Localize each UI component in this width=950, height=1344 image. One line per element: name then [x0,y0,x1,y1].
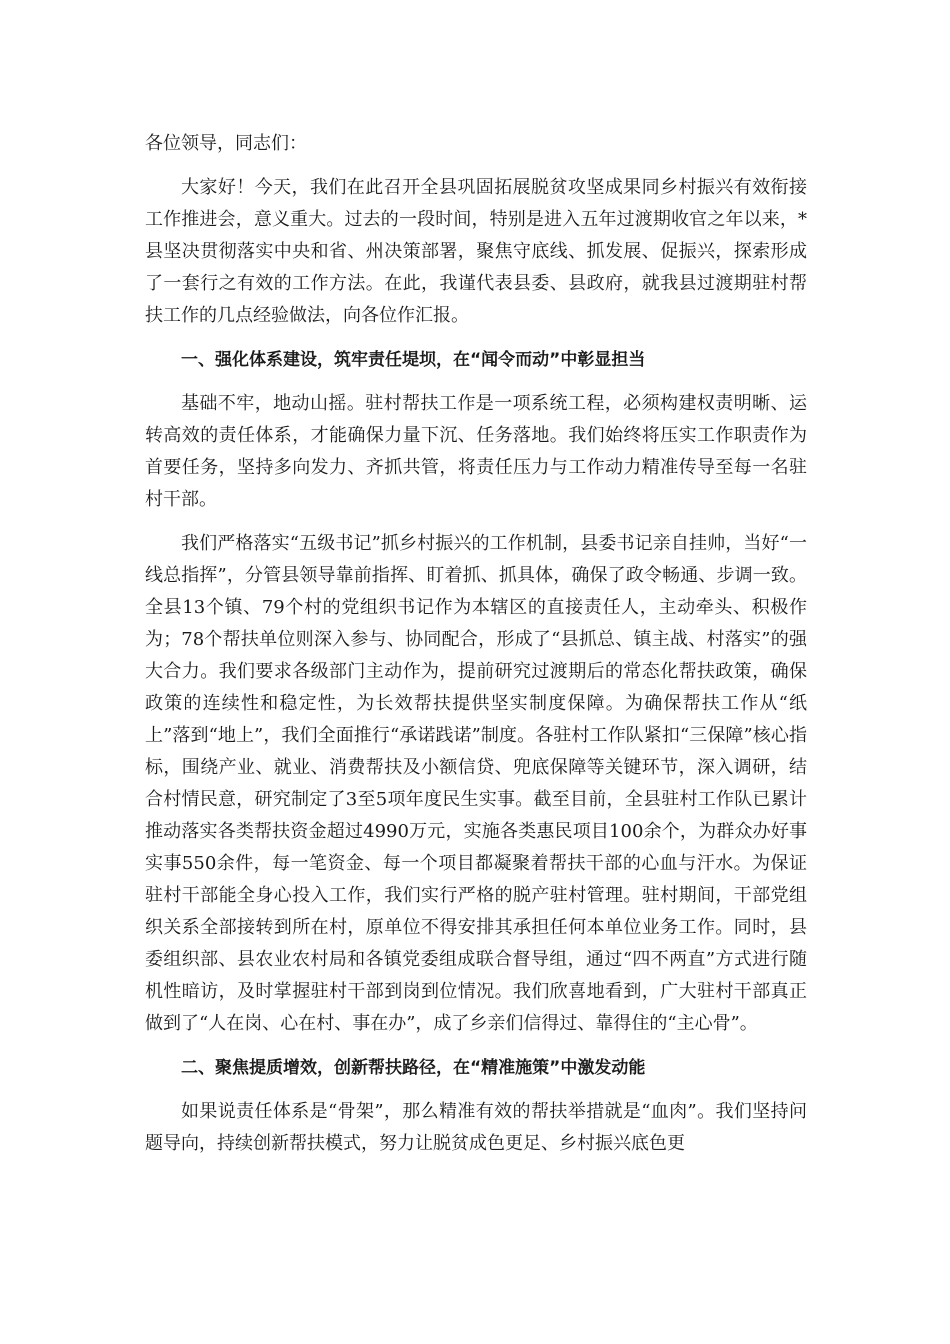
section-2-paragraph-1: 如果说责任体系是“骨架”，那么精准有效的帮扶举措就是“血肉”。我们坚持问题导向，持续创新帮扶模式，努力让脱贫成色更足、乡村振兴底色更 [145,1101,807,1154]
section-1-heading: 一、强化体系建设，筑牢责任堤坝，在“闻令而动”中彰显担当 [181,350,646,370]
section-2-heading: 二、聚焦提质增效，创新帮扶路径，在“精准施策”中激发动能 [181,1058,646,1078]
document-body [145,128,807,1172]
section-1-paragraph-1: 基础不牢，地动山摇。驻村帮扶工作是一项系统工程，必须构建权责明晰、运转高效的责任体系，才能确保力量下沉、任务落地。我们始终将压实工作职责作为首要任务，坚持多向发力、齐抓共管，将责任压力与工作动力精准传导至每一名驻村干部。 [145,393,807,510]
intro-paragraph: 大家好！今天，我们在此召开全县巩固拓展脱贫攻坚成果同乡村振兴有效衔接工作推进会，意义重大。过去的一段时间，特别是进入五年过渡期收官之年以来，*县坚决贯彻落实中央和省、州决策部署，聚焦守底线、抓发展、促振兴，探索形成了一套行之有效的工作方法。在此，我谨代表县委、县政府，就我县过渡期驻村帮扶工作的几点经验做法，向各位作汇报。 [145,177,807,326]
salutation: 各位领导，同志们： [145,133,307,154]
section-1-paragraph-2: 我们严格落实“五级书记”抓乡村振兴的工作机制，县委书记亲自挂帅，当好“一线总指挥”，分管县领导靠前指挥、盯着抓、抓具体，确保了政令畅通、步调一致。全县13个镇、79个村的党组织书记作为本辖区的直接责任人，主动牵头、积极作为；78个帮扶单位则深入参与、协同配合，形成了“县抓总、镇主战、村落实”的强大合力。我们要求各级部门主动作为，提前研究过渡期后的常态化帮扶政策，确保政策的连续性和稳定性，为长效帮扶提供坚实制度保障。为确保帮扶工作从“纸上”落到“地上”，我们全面推行“承诺践诺”制度。各驻村工作队紧扣“三保障”核心指标，围绕产业、就业、消费帮扶及小额信贷、兜底保障等关键环节，深入调研，结合村情民意，研究制定了3至5项年度民生实事。截至目前，全县驻村工作队已累计推动落实各类帮扶资金超过4990万元，实施各类惠民项目100余个，为群众办好事实事550余件，每一笔资金、每一个项目都凝聚着帮扶干部的心血与汗水。为保证驻村干部能全身心投入工作，我们实行严格的脱产驻村管理。驻村期间，干部党组织关系全部接转到所在村，原单位不得安排其承担任何本单位业务工作。同时，县委组织部、县农业农村局和各镇党委组成联合督导组，通过“四不两直”方式进行随机性暗访，及时掌握驻村干部到岗到位情况。我们欣喜地看到，广大驻村干部真正做到了“人在岗、心在村、事在办”，成了乡亲们信得过、靠得住的“主心骨”。 [145,533,807,1034]
